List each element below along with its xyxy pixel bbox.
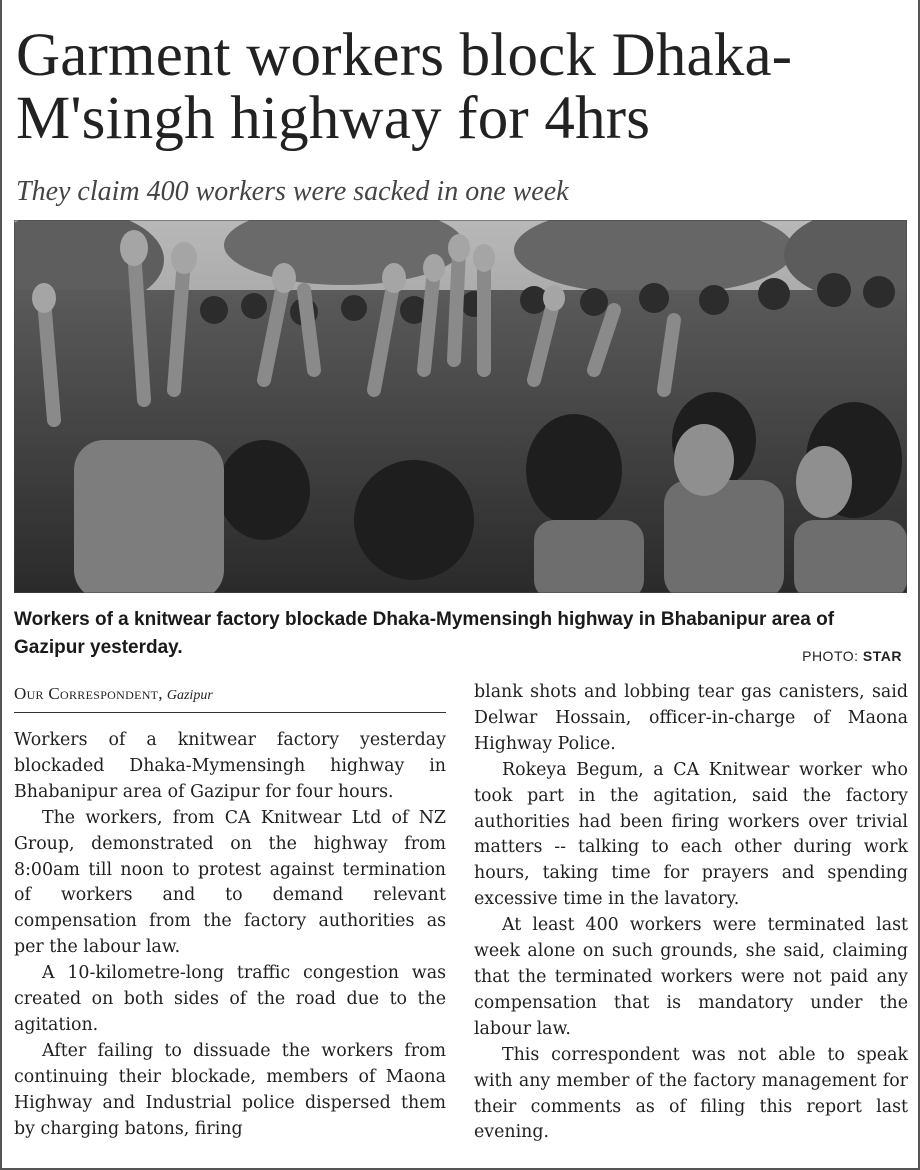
paragraph: The workers, from CA Knitwear Ltd of NZ Group, demonstrated on the highway from 8:00am till noon to protest against termination of workers and to demand relevant compensation from the factory authorities as per the labour law. [14, 807, 446, 958]
paragraph: blank shots and lobbing tear gas canisters, said Delwar Hossain, officer-in-charge of Maona Highway Police. [474, 682, 908, 754]
paragraph: At least 400 workers were terminated last week alone on such grounds, she said, claiming that the terminated workers were not paid any compensation that is mandatory under the labour law. [474, 915, 908, 1039]
news-photo [14, 220, 907, 593]
paragraph: After failing to dissuade the workers from continuing their blockade, members of Maona Highway and Industrial police dispersed them by charging batons, firing [14, 1040, 446, 1139]
article-column-1 [14, 728, 446, 1143]
photo-credit-label: PHOTO: [802, 648, 859, 664]
subheadline: They claim 400 workers were sacked in one week [16, 176, 569, 207]
photo-caption: Workers of a knitwear factory blockade Dhaka-Mymensingh highway in Bhabanipur area of Gazipur yesterday. [14, 609, 835, 658]
paragraph: Rokeya Begum, a CA Knitwear worker who took part in the agitation, said the factory authorities had been firing workers over trivial matters -- talking to each other during work hours, taking time for prayers and spending excessive time in the lavatory. [474, 759, 908, 910]
article-column-2 [474, 680, 908, 1146]
protest-crowd-photo [14, 220, 907, 593]
paragraph: This correspondent was not able to speak with any member of the factory management for their comments as of filing this report last evening. [474, 1044, 908, 1143]
paragraph: Workers of a knitwear factory yesterday blockaded Dhaka-Mymensingh highway in Bhabanipur area of Gazipur for four hours. [14, 730, 446, 802]
byline-author: Our Correspondent, [14, 684, 163, 703]
photo-credit-source: STAR [862, 648, 902, 664]
byline-location: Gazipur [166, 688, 213, 703]
photo-credit [802, 648, 902, 664]
paragraph: A 10-kilometre-long traffic congestion was created on both sides of the road due to the agitation. [14, 963, 446, 1035]
headline: Garment workers block Dhaka-M'singh highway for 4hrs [16, 22, 793, 152]
byline [14, 684, 446, 713]
